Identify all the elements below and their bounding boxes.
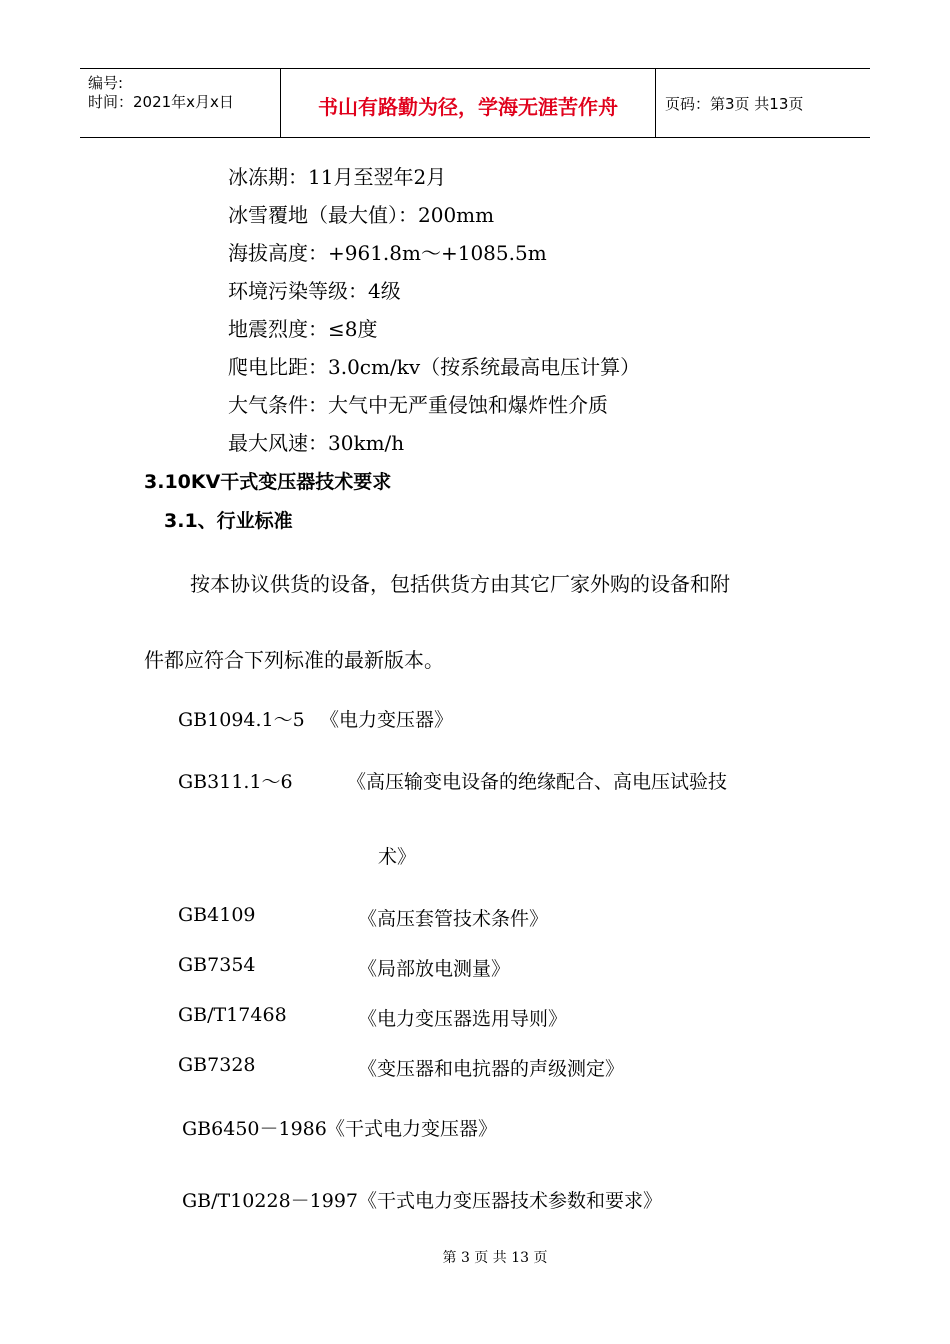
standard-name: 《干式电力变压器技术参数和要求》 — [358, 1190, 663, 1212]
page-footer: 第 3 页 共 13 页 — [442, 1250, 548, 1266]
condition-line: 环境污染等级：4级 — [228, 279, 401, 303]
standard-code: GB7354 — [178, 954, 256, 976]
paragraph-line: 按本协议供货的设备，包括供货方由其它厂家外购的设备和附 — [190, 572, 730, 596]
section-title: 3.10KV干式变压器技术要求 — [144, 471, 392, 493]
standard-name: 《高压套管技术条件》 — [358, 908, 549, 930]
standard-code: GB6450－1986 — [182, 1118, 327, 1140]
subsection-title: 3.1、行业标准 — [164, 510, 293, 532]
standard-code: GB/T17468 — [178, 1004, 287, 1026]
document-time-label: 时间：2021年x月x日 — [88, 93, 234, 111]
standard-name: 《干式电力变压器》 — [326, 1118, 498, 1140]
standard-name: 《局部放电测量》 — [358, 958, 511, 980]
condition-line: 地震烈度：≤8度 — [228, 317, 378, 341]
condition-line: 爬电比距：3.0cm/kv（按系统最高电压计算） — [228, 355, 641, 379]
header-motto: 书山有路勤为径，学海无涯苦作舟 — [318, 95, 618, 119]
standard-name: 《电力变压器选用导则》 — [358, 1008, 568, 1030]
header-page-info: 页码：第3页 共13页 — [665, 95, 804, 113]
condition-line: 冰冻期：11月至翌年2月 — [228, 165, 447, 189]
standard-code: GB1094.1～5 — [178, 709, 305, 731]
standard-code: GB311.1～6 — [178, 771, 293, 793]
page-header — [80, 68, 870, 138]
condition-line: 海拔高度：+961.8m～+1085.5m — [228, 241, 547, 265]
standard-name: 《变压器和电抗器的声级测定》 — [358, 1058, 625, 1080]
document-number-label: 编号: — [88, 74, 124, 92]
condition-line: 大气条件：大气中无严重侵蚀和爆炸性介质 — [228, 393, 608, 417]
header-motto-cell — [280, 69, 656, 137]
standard-name-continued: 术》 — [378, 846, 417, 868]
standard-code: GB7328 — [178, 1054, 256, 1076]
condition-line: 冰雪覆地（最大值）：200mm — [228, 203, 495, 227]
standard-name: 《高压输变电设备的绝缘配合、高电压试验技 — [347, 771, 728, 793]
standard-code: GB4109 — [178, 904, 256, 926]
header-page-cell — [655, 69, 870, 137]
paragraph-line: 件都应符合下列标准的最新版本。 — [144, 648, 444, 672]
header-meta-cell — [80, 69, 280, 137]
standard-name: 《电力变压器》 — [320, 709, 454, 731]
standard-code: GB/T10228－1997 — [182, 1190, 359, 1212]
condition-line: 最大风速：30km/h — [228, 431, 405, 455]
